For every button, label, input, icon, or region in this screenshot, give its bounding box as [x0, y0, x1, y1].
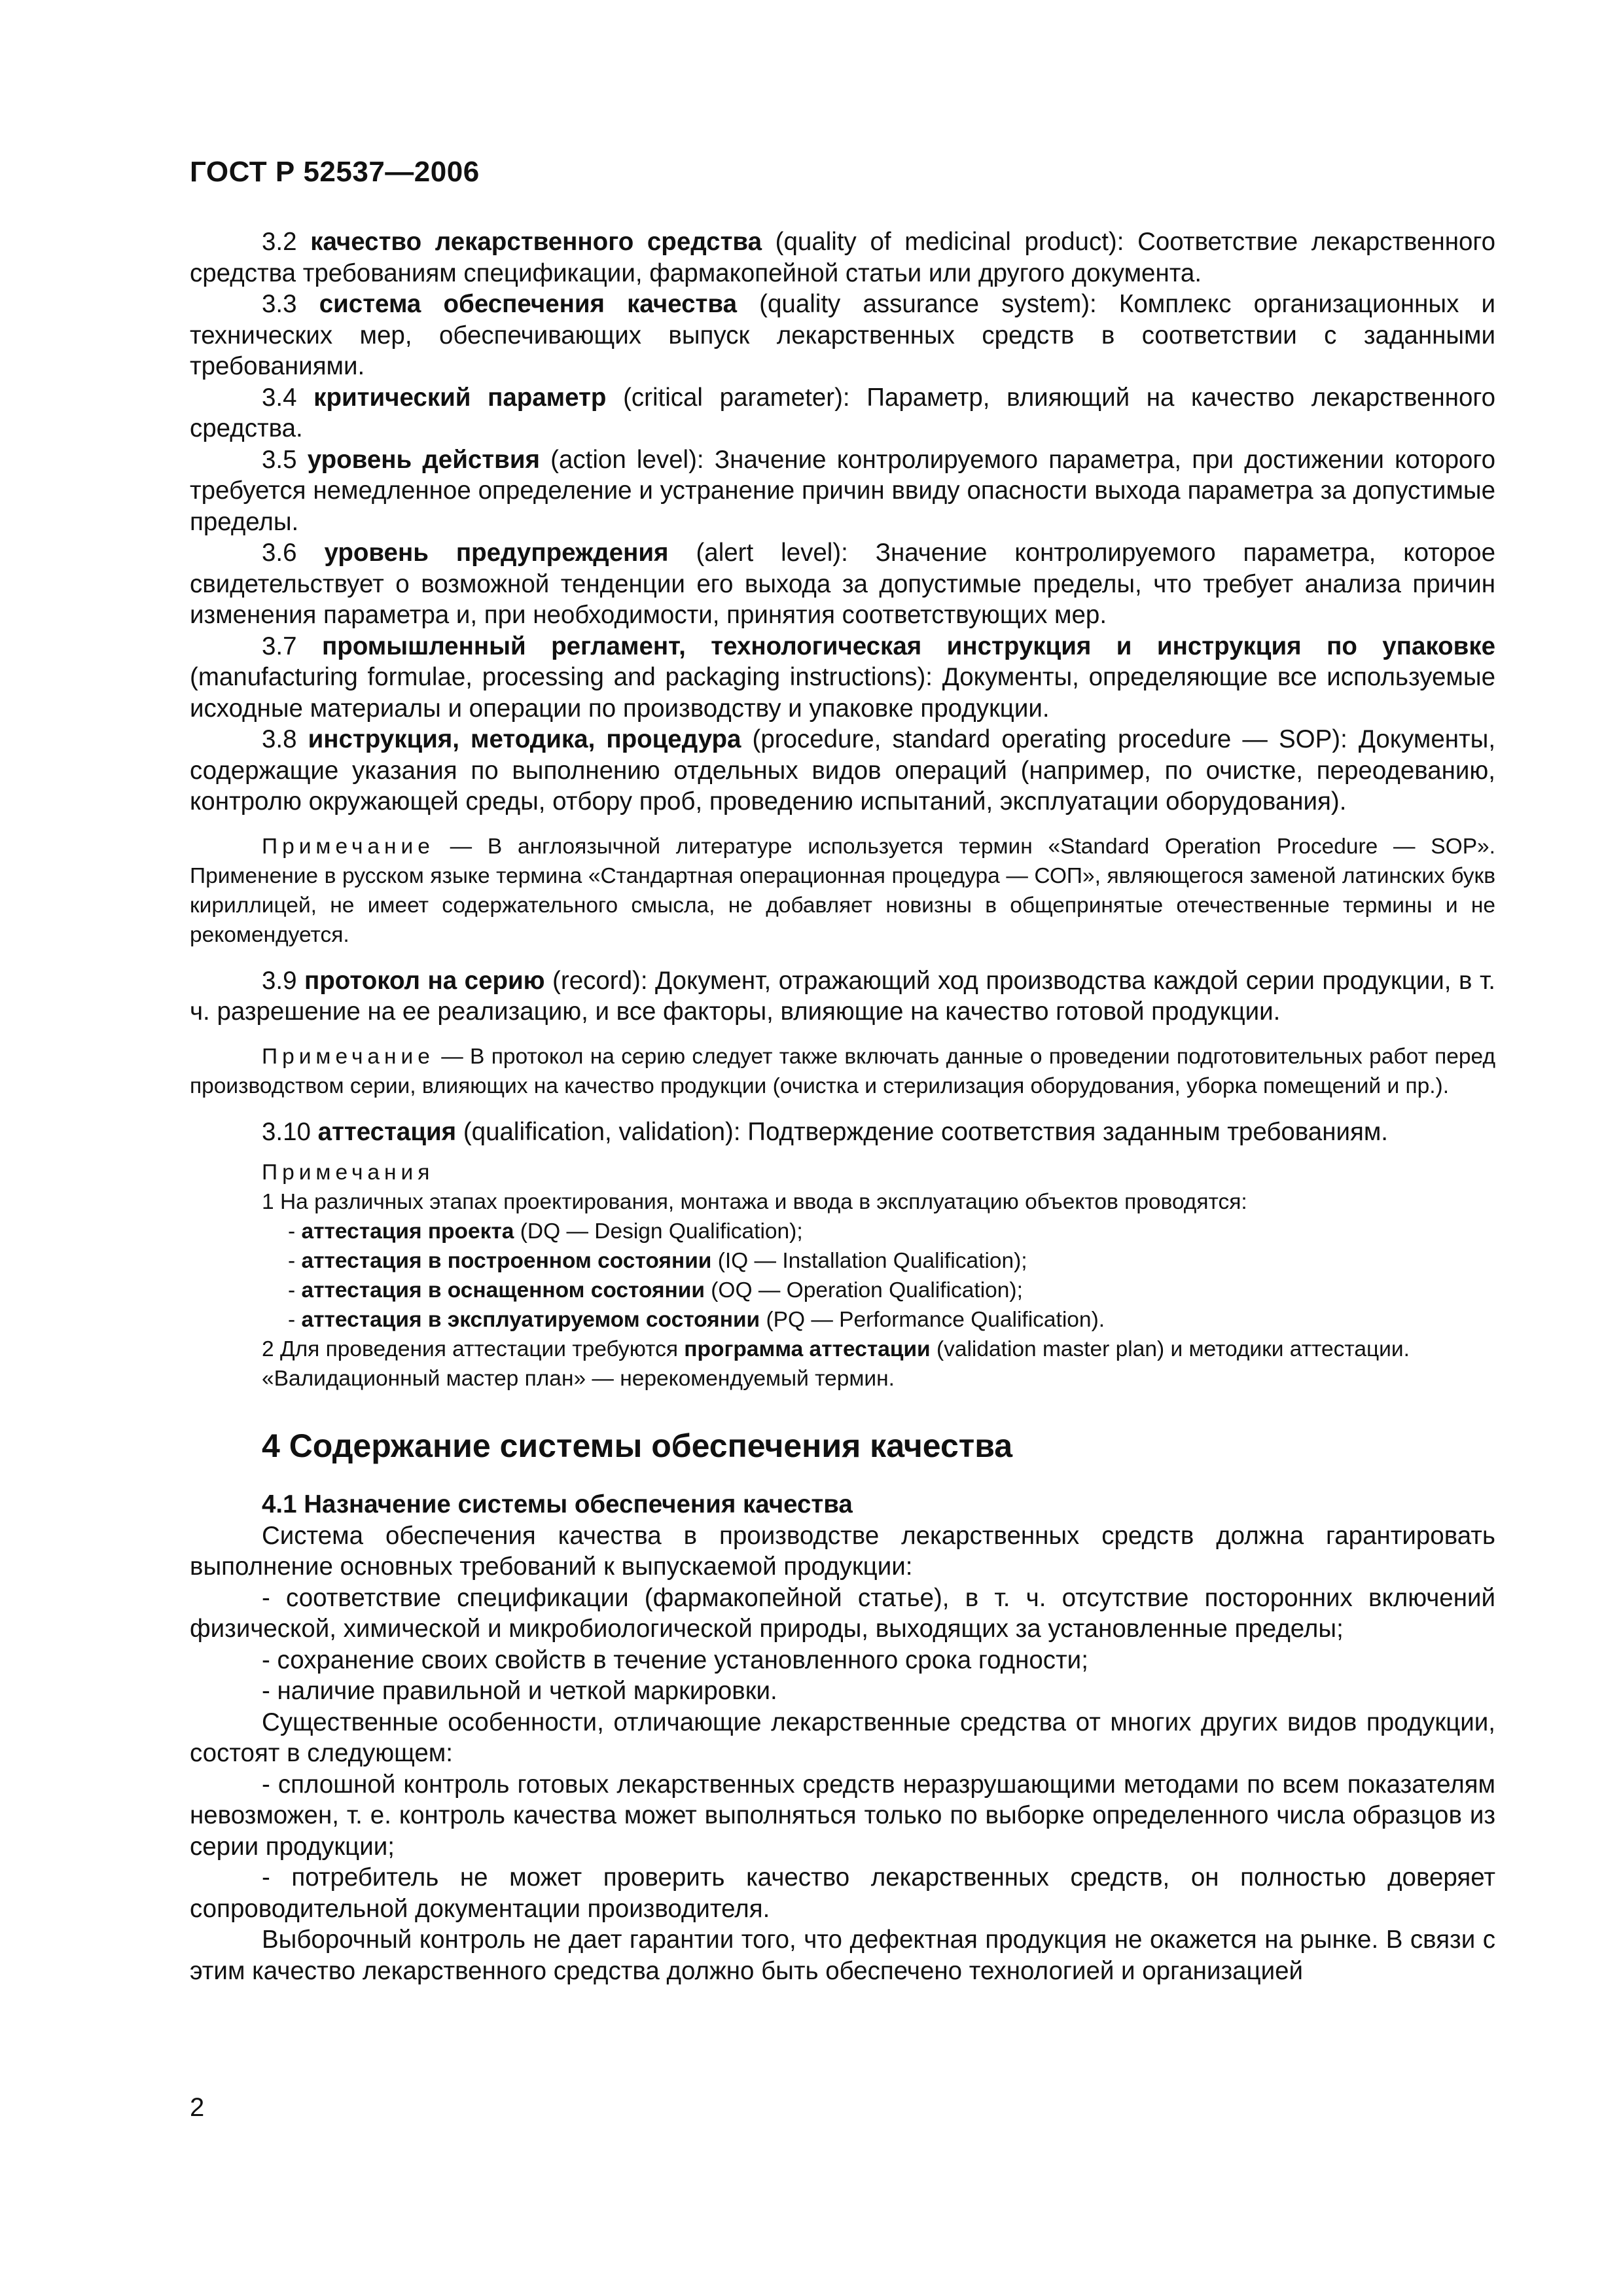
section-4-1-paragraph: Существенные особенности, отличающие лекарственные средства от многих других видов продукции, состоят в следующем:	[190, 1708, 1495, 1767]
term: протокол на серию	[304, 966, 545, 995]
qualification-item: - аттестация в построенном состоянии (IQ — Installation Qualification);	[288, 1249, 1027, 1273]
qualification-item: - аттестация в оснащенном состоянии (OQ — Operation Qualification);	[288, 1278, 1023, 1302]
paragraph-3-4	[190, 382, 1495, 444]
notes-title: Примечания	[262, 1160, 435, 1185]
term: инструкция, методика, процедура	[308, 725, 741, 753]
definition: (manufacturing formulae, processing and packaging instructions): Документы, определяющие все используемые исходные материалы и операции по производству и упаковке продукции.	[190, 663, 1495, 723]
term: уровень действия	[307, 445, 540, 474]
clause-number: 3.7	[262, 632, 322, 660]
definition: (alert level): Значение контролируемого параметра, которое свидетельствует о возможной тенденции его выхода за допустимые пределы, что требует анализа причин изменения параметра и, при необходимости, принятия соответствующих мер.	[190, 539, 1495, 629]
definition: (critical parameter): Параметр, влияющий на качество лекарственного средства.	[190, 383, 1495, 442]
paragraph-3-8	[190, 724, 1495, 817]
term: уровень предупреждения	[324, 539, 669, 567]
page-content	[190, 226, 1495, 1986]
note-sop	[190, 832, 1495, 950]
term: качество лекарственного средства	[310, 228, 762, 256]
paragraph-3-9	[190, 965, 1495, 1028]
definition: (record): Документ, отражающий ход производства каждой серии продукции, в т. ч. разрешение на ее реализацию, и все факторы, влияющие на качество готовой продукции.	[190, 966, 1496, 1026]
note-item-3: «Валидационный мастер план» — нерекомендуемый термин.	[262, 1367, 895, 1391]
paragraph-3-3	[190, 289, 1495, 382]
clause-number: 3.6	[262, 539, 325, 567]
paragraph-3-6	[190, 537, 1495, 631]
definition: (action level): Значение контролируемого параметра, при достижении которого требуется немедленное определение и устранение причин ввиду опасности выхода параметра за допустимые пределы.	[190, 445, 1496, 536]
clause-number: 3.3	[262, 290, 319, 318]
term: промышленный регламент, технологическая инструкция и инструкция по упаковке	[321, 632, 1496, 660]
note-label: Примечание	[262, 834, 435, 859]
section-4-1-paragraph: Выборочный контроль не дает гарантии того, что дефектная продукция не окажется на рынке. В связи с этим качество лекарственного средства должно быть обеспечено технологией и организацией	[190, 1926, 1495, 1985]
qualification-item: - аттестация проекта (DQ — Design Qualification);	[288, 1219, 803, 1244]
note-text: — В протокол на серию следует также включать данные о проведении подготовительных работ перед производством серии, влияющих на качество продукции (очистка и стерилизация оборудования, уборка помещений и пр.).	[190, 1044, 1495, 1098]
note-item-2: 2 Для проведения аттестации требуются программа аттестации (validation master plan) и методики аттестации.	[262, 1337, 1410, 1361]
definition: (quality assurance system): Комплекс организационных и технических мер, обеспечивающих выпуск лекарственных средств в соответствии с заданными требованиями.	[190, 290, 1496, 380]
clause-number: 3.4	[262, 383, 314, 412]
definition: (quality of medicinal product): Соответствие лекарственного средства требованиям спецификации, фармакопейной статьи или другого документа.	[190, 228, 1496, 287]
note-batch-record	[190, 1042, 1495, 1101]
clause-number: 3.5	[262, 445, 308, 474]
clause-number: 3.2	[262, 228, 311, 256]
section-4-heading: 4 Содержание системы обеспечения качества	[262, 1427, 1013, 1464]
section-4-1-paragraph: Система обеспечения качества в производстве лекарственных средств должна гарантировать выполнение основных требований к выпускаемой продукции:	[190, 1521, 1495, 1581]
list-item: - потребитель не может проверить качество лекарственных средств, он полностью доверяет сопроводительной документации производителя.	[190, 1863, 1495, 1923]
list-item: - соответствие спецификации (фармакопейной статье), в т. ч. отсутствие посторонних включений физической, химической и микробиологической природы, выходящих за установленные пределы;	[190, 1583, 1495, 1643]
note-item-1: 1 На различных этапах проектирования, монтажа и ввода в эксплуатацию объектов проводятся:	[262, 1190, 1247, 1214]
qualification-item: - аттестация в эксплуатируемом состоянии (PQ — Performance Qualification).	[288, 1308, 1105, 1332]
list-item: - сплошной контроль готовых лекарственных средств неразрушающими методами по всем показателям невозможен, т. е. контроль качества может выполняться только по выборке определенного числа образцов из серии продукции;	[190, 1770, 1495, 1861]
paragraph-3-2	[190, 226, 1495, 289]
page-number: 2	[190, 2093, 205, 2122]
definition: (qualification, validation): Подтверждение соответствия заданным требованиям.	[456, 1117, 1388, 1146]
list-item: - сохранение своих свойств в течение установленного срока годности;	[262, 1645, 1088, 1674]
clause-number: 3.10	[262, 1117, 318, 1146]
term: аттестация	[317, 1117, 457, 1146]
note-text: — В англоязычной литературе используется термин «Standard Operation Procedure — SOP». Применение в русском языке термина «Стандартная операционная процедура — СОП», являющегося заменой латинских букв кириллицей, не имеет содержательного смысла, не добавляет новизны в общепринятые отечественные термины и не рекомендуется.	[190, 834, 1495, 947]
list-item: - наличие правильной и четкой маркировки.	[262, 1677, 777, 1705]
clause-number: 3.9	[262, 966, 305, 995]
clause-number: 3.8	[262, 725, 308, 753]
term: система обеспечения качества	[319, 290, 737, 318]
section-4-1-heading: 4.1 Назначение системы обеспечения качества	[262, 1490, 853, 1518]
paragraph-3-10	[190, 1117, 1495, 1148]
term: критический параметр	[313, 383, 607, 412]
paragraph-3-7	[190, 631, 1495, 725]
definition: (procedure, standard operating procedure — SOP): Документы, содержащие указания по выполнению отдельных видов операций (например, по очистке, переодеванию, контролю окружающей среды, отбору проб, проведению испытаний, эксплуатации оборудования).	[190, 725, 1496, 816]
note-label: Примечание	[262, 1044, 435, 1069]
standard-header: ГОСТ Р 52537—2006	[190, 156, 480, 188]
paragraph-3-5	[190, 444, 1495, 538]
